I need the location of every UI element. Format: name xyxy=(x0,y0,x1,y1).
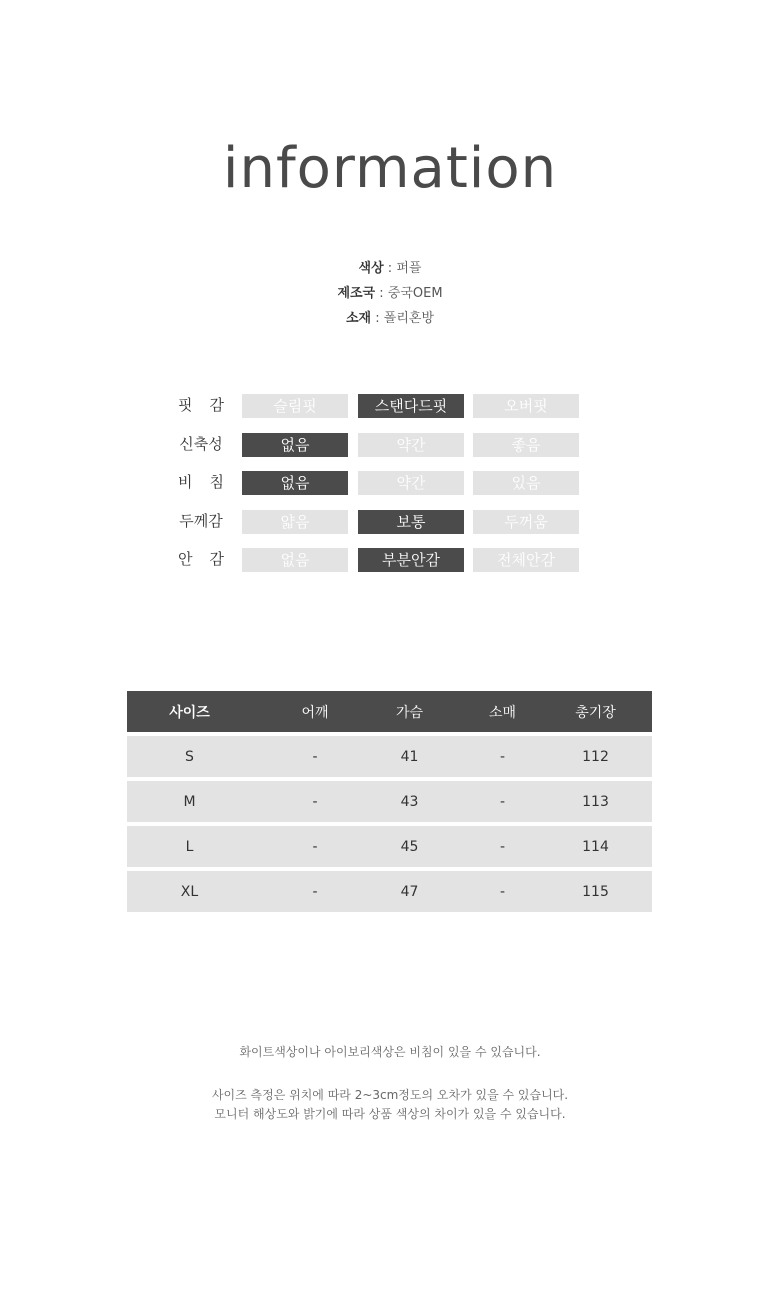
header-cell: 가슴 xyxy=(395,704,424,721)
attr-option-selected: 없음 xyxy=(242,471,348,495)
table-cell: - xyxy=(312,793,318,810)
info-value: 퍼플 xyxy=(396,261,422,276)
table-cell: 112 xyxy=(582,748,609,765)
info-label: 색상 xyxy=(358,261,384,276)
attr-label-part: 핏 xyxy=(178,396,193,414)
table-cell: 47 xyxy=(400,883,419,900)
header-cell: 총기장 xyxy=(575,704,616,721)
attr-option-selected: 스탠다드핏 xyxy=(358,394,464,418)
attr-option: 얇음 xyxy=(242,510,348,534)
info-origin xyxy=(0,281,780,306)
attr-label-part: 신축성 xyxy=(179,434,223,453)
table-row xyxy=(127,781,652,822)
attr-option: 두꺼움 xyxy=(473,510,579,534)
attr-option: 오버핏 xyxy=(473,394,579,418)
table-cell: 114 xyxy=(582,838,609,855)
table-cell: - xyxy=(499,793,506,810)
attr-label-part: 감 xyxy=(209,550,224,568)
product-info xyxy=(0,256,780,331)
info-sep: : xyxy=(383,261,397,276)
attr-label xyxy=(178,393,224,418)
attr-label xyxy=(178,470,224,495)
attr-label xyxy=(178,432,224,457)
info-sep: : xyxy=(375,286,388,301)
table-row xyxy=(127,871,652,912)
table-cell: - xyxy=(499,883,506,900)
note-sheer xyxy=(0,1043,780,1062)
note-text: 사이즈 측정은 위치에 따라 2~3cm정도의 오차가 있을 수 있습니다. xyxy=(211,1088,569,1102)
attr-label xyxy=(178,547,224,572)
attr-option: 좋음 xyxy=(473,433,579,457)
info-value: 폴리혼방 xyxy=(383,311,434,326)
table-cell: - xyxy=(312,748,318,765)
info-value: 중국OEM xyxy=(387,286,443,301)
table-cell: - xyxy=(312,883,318,900)
table-cell: 41 xyxy=(400,748,419,765)
info-sep: : xyxy=(371,311,384,326)
attr-label-part: 비 xyxy=(178,473,193,491)
attr-option: 슬림핏 xyxy=(242,394,348,418)
note-text: 화이트색상이나 아이보리색상은 비침이 있을 수 있습니다. xyxy=(239,1045,541,1059)
attr-option-selected: 부분안감 xyxy=(358,548,464,572)
header-cell: 소매 xyxy=(488,704,517,721)
size-table-header xyxy=(127,691,652,732)
attr-option: 약간 xyxy=(358,471,464,495)
note-measurement xyxy=(0,1086,780,1124)
info-material xyxy=(0,306,780,331)
table-cell: - xyxy=(312,838,318,855)
attr-option-selected: 보통 xyxy=(358,510,464,534)
table-cell: S xyxy=(185,748,194,765)
table-cell: 43 xyxy=(400,793,419,810)
attr-label-part: 안 xyxy=(178,550,193,568)
table-cell: L xyxy=(185,838,194,855)
info-label: 소재 xyxy=(345,311,372,326)
table-cell: - xyxy=(499,838,506,855)
attr-label-part: 침 xyxy=(209,473,224,491)
size-table xyxy=(127,691,652,912)
header-cell: 사이즈 xyxy=(169,704,210,721)
table-row xyxy=(127,736,652,777)
attr-label-part: 두께감 xyxy=(179,511,223,530)
attr-option: 있음 xyxy=(473,471,579,495)
note-text: 모니터 해상도와 밝기에 따라 상품 색상의 차이가 있을 수 있습니다. xyxy=(214,1107,566,1121)
table-cell: 113 xyxy=(582,793,609,810)
table-row xyxy=(127,826,652,867)
attr-label xyxy=(178,509,224,534)
attr-option: 전체안감 xyxy=(473,548,579,572)
header-cell: 어깨 xyxy=(301,704,329,721)
table-cell: 45 xyxy=(400,838,419,855)
table-cell: M xyxy=(183,793,196,810)
table-cell: 115 xyxy=(582,883,609,900)
info-color xyxy=(0,256,780,281)
page-title: information xyxy=(222,136,558,201)
info-label: 제조국 xyxy=(337,286,376,301)
table-cell: XL xyxy=(180,883,199,900)
attr-option: 없음 xyxy=(242,548,348,572)
attr-option: 약간 xyxy=(358,433,464,457)
attr-label-part: 감 xyxy=(209,396,224,414)
attr-option-selected: 없음 xyxy=(242,433,348,457)
table-cell: - xyxy=(499,748,506,765)
